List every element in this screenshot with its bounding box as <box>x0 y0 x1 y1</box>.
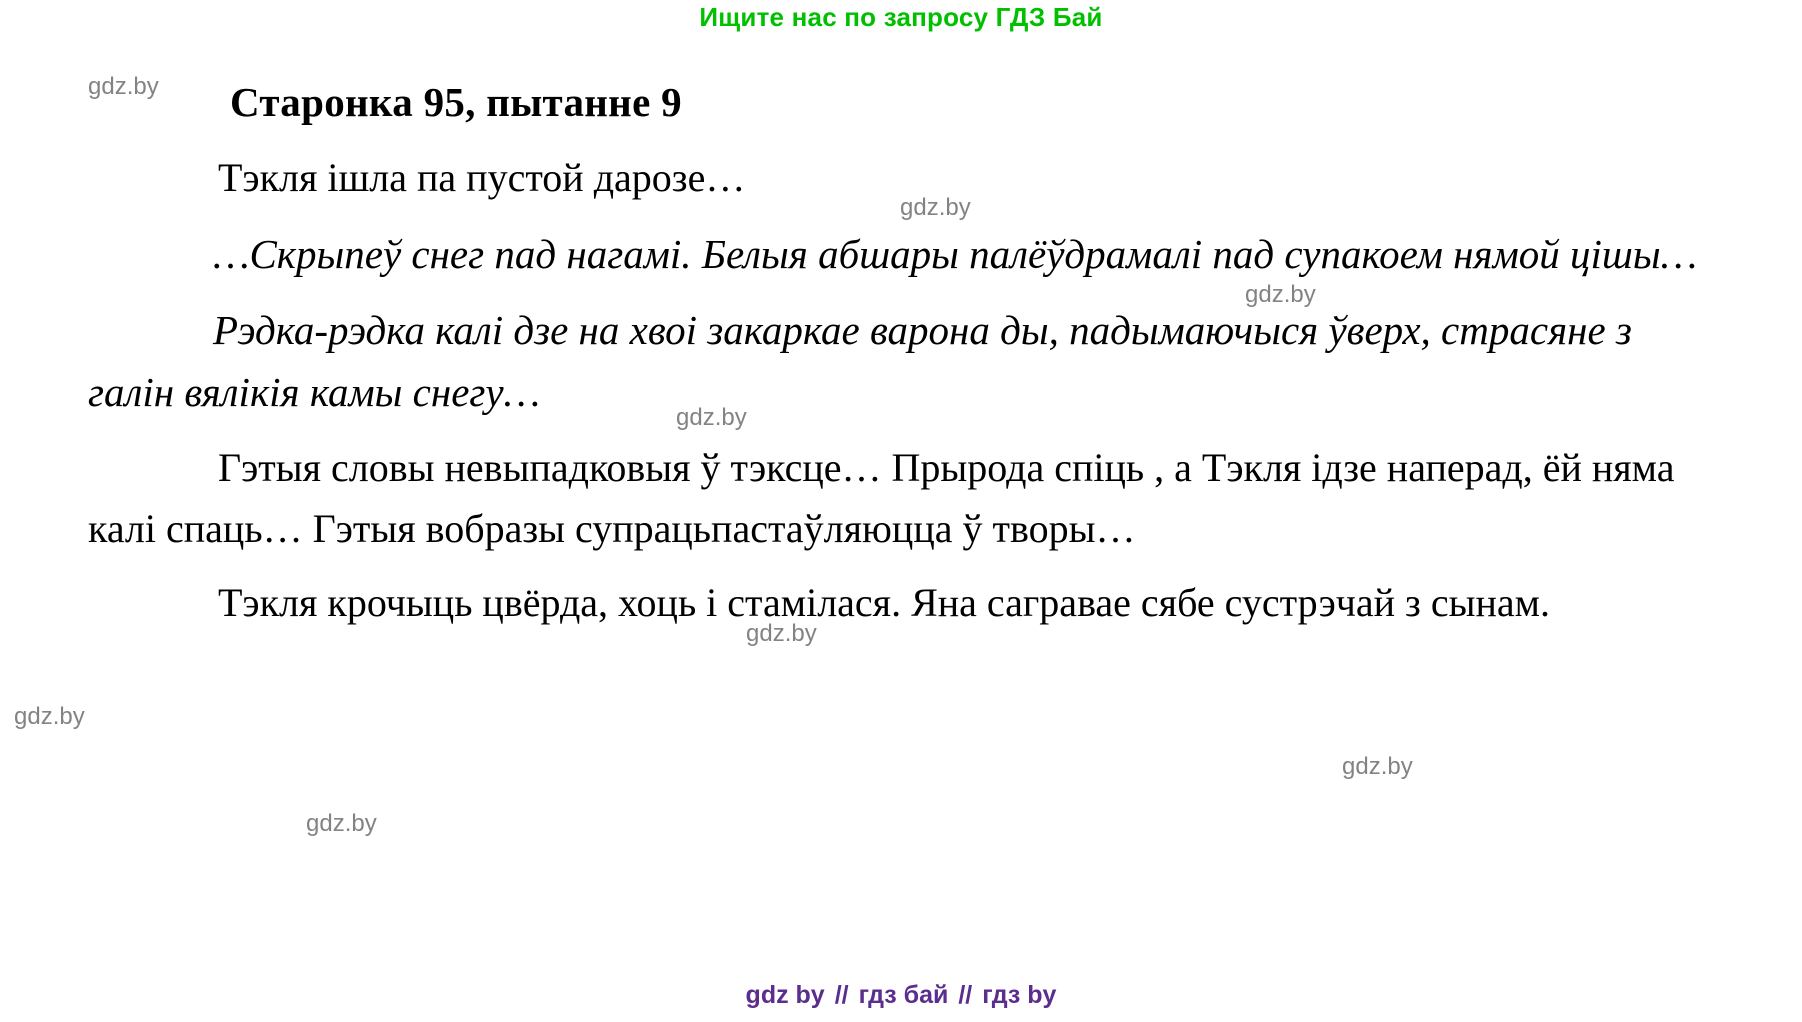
paragraph-2: …Скрыпеў снег пад нагамі. Белыя абшары палёўдрамалі пад супакоем нямой цішы… <box>213 230 1698 277</box>
footer-separator: // <box>834 981 849 1009</box>
footer-link-1[interactable]: gdz by <box>745 981 825 1009</box>
page-title: Старонка 95, пытанне 9 <box>230 79 682 125</box>
footer-separator: // <box>958 981 973 1009</box>
watermark: gdz.by <box>746 620 817 647</box>
promo-banner: Ищите нас по запросу ГДЗ Бай <box>699 2 1103 32</box>
footer-links <box>0 981 1802 1010</box>
footer-link-3[interactable]: гдз by <box>982 981 1057 1009</box>
watermark: gdz.by <box>306 810 377 837</box>
footer-link-2[interactable]: гдз бай <box>858 981 949 1009</box>
paragraph-5: Тэкля крочыць цвёрда, хоць і стамілася. Яна сагравае сябе сустрэчай з сынам. <box>218 580 1550 626</box>
paragraph-4: Гэтыя словы невыпадковыя ў тэксце… Прырода спіць , а Тэкля ідзе наперад, ёй няма калі спаць… Гэтыя вобразы супрацьпастаўляюцца ў творы… <box>88 444 1675 551</box>
watermark: gdz.by <box>676 404 747 431</box>
watermark: gdz.by <box>1342 753 1413 780</box>
paragraph-3: Рэдка-рэдка калі дзе на хвоі закаркае варона ды, падымаючыся ўверх, страсяне з галін вялікія камы снегу… <box>88 307 1632 416</box>
watermark: gdz.by <box>88 73 159 100</box>
document-body <box>88 78 1718 648</box>
paragraph-1: Тэкля ішла па пустой дарозе… <box>218 155 746 200</box>
watermark: gdz.by <box>900 194 971 221</box>
watermark: gdz.by <box>14 703 85 730</box>
watermark: gdz.by <box>1245 281 1316 308</box>
